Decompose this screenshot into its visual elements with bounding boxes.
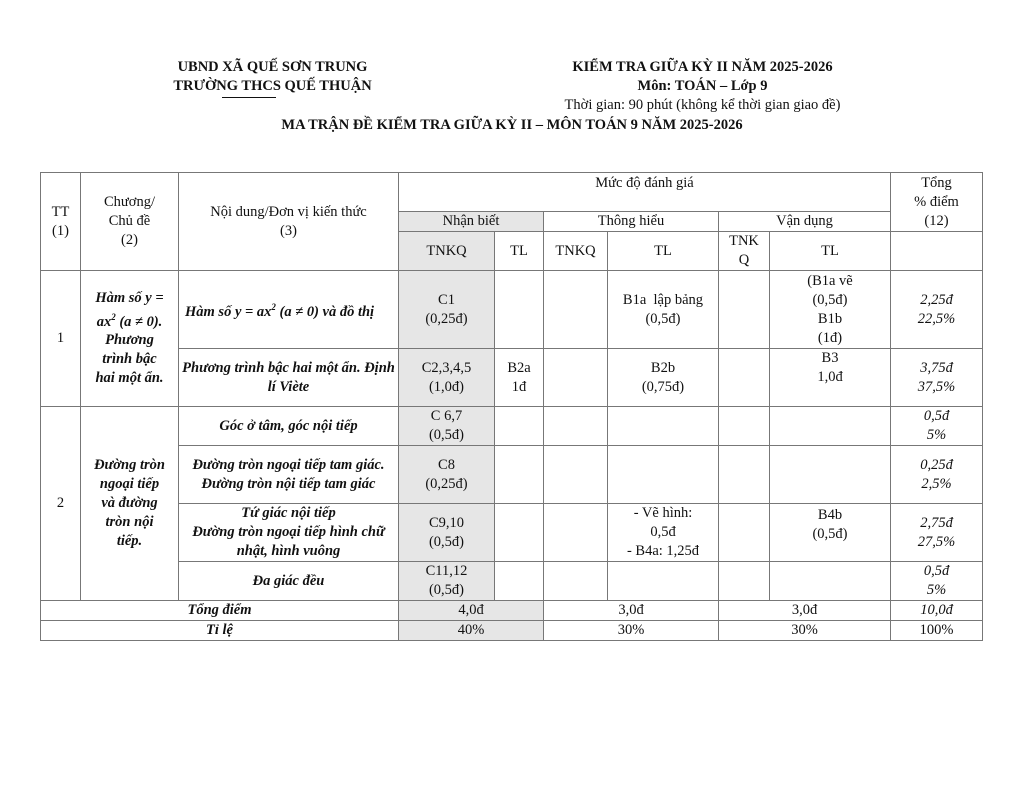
vd-tnkq-cell (719, 504, 770, 562)
total-cell (891, 271, 983, 349)
total-cell (891, 562, 983, 601)
total-understand: 3,0đ (544, 601, 719, 621)
exam-matrix-table (40, 172, 983, 641)
cell-line: C8 (438, 456, 455, 473)
chapter1-p6: hai một ẩn. (95, 370, 164, 387)
total-recognize: 4,0đ (399, 601, 544, 621)
chapter2-l5: tiếp. (116, 533, 143, 549)
exam-header (525, 58, 880, 115)
cell-line: Đường tròn ngoại tiếp hình chữ nhật, hình vuông (192, 524, 385, 559)
th-tnkq-cell (544, 504, 608, 562)
vd-tnkq-header-l2: Q (738, 252, 750, 268)
exam-title: KIỂM TRA GIỮA KỲ II NĂM 2025-2026 (572, 59, 833, 75)
level-header: Mức độ đánh giá (399, 173, 891, 212)
th-tnkq-cell (544, 349, 608, 407)
total-percent: 5% (926, 427, 947, 443)
table-row (41, 271, 983, 349)
ratio-recognize: 40% (399, 621, 544, 641)
cell-line: C9,10 (428, 514, 465, 531)
header-row-1 (41, 173, 983, 212)
cell-line: 1đ (511, 378, 527, 395)
nb-tnkq-cell (399, 504, 495, 562)
total-cell (891, 407, 983, 446)
cell-line: B3 (821, 350, 839, 366)
cell-line: (0,5đ) (812, 291, 848, 308)
nb-tnkq-cell (399, 271, 495, 349)
content-cell: Phương trình bậc hai một ẩn. Định lí Viète (179, 349, 399, 407)
chapter1-sup: 2 (111, 311, 116, 322)
content-1-p1: Hàm số y = ax (185, 303, 272, 320)
nb-tnkq-header: TNKQ (399, 232, 495, 271)
cell-line: (0,5đ) (428, 533, 465, 550)
cell-line: (0,25đ) (425, 310, 468, 327)
total-percent: 2,5% (921, 475, 952, 492)
th-tl-cell (608, 562, 719, 601)
understand-header: Thông hiểu (544, 212, 719, 232)
content-header-l2: (3) (280, 222, 297, 239)
cell-line: 0,5đ (650, 524, 676, 540)
cell-line: B2a (507, 359, 531, 376)
content-1-p2: (a ≠ 0) và đồ thị (275, 303, 375, 320)
ratio-total: 100% (891, 621, 983, 641)
table-row (41, 446, 983, 504)
total-header-l1: Tổng (921, 174, 952, 191)
total-score: 2,75đ (920, 514, 953, 531)
exam-subject: Môn: TOÁN – Lớp 9 (637, 78, 768, 94)
tt-header (41, 173, 81, 271)
total-score: 0,5đ (923, 563, 950, 579)
vd-tl-cell (770, 271, 891, 349)
vd-tnkq-header-l1: TNK (729, 233, 759, 249)
recognize-header: Nhận biết (399, 212, 544, 232)
cell-line: C 6,7 (430, 408, 463, 424)
group-2-chapter (81, 407, 179, 601)
total-cell (891, 349, 983, 407)
cell-line: (0,5đ) (428, 582, 465, 598)
vd-tl-cell (770, 504, 891, 562)
table-row (41, 562, 983, 601)
total-cell (891, 446, 983, 504)
th-tl-cell (608, 407, 719, 446)
total-percent: 5% (926, 582, 947, 598)
vd-tl-header: TL (770, 232, 891, 271)
cell-line: (0,5đ) (428, 427, 465, 443)
nb-tl-cell (495, 446, 544, 504)
ratio-apply: 30% (719, 621, 891, 641)
th-tl-cell (608, 446, 719, 504)
group-1-tt: 1 (41, 271, 81, 407)
total-header-l2: % điểm (914, 193, 959, 210)
vd-tnkq-cell (719, 349, 770, 407)
content-cell (179, 504, 399, 562)
cell-line: C2,3,4,5 (421, 359, 472, 376)
vd-tnkq-cell (719, 271, 770, 349)
content-cell: Góc ở tâm, góc nội tiếp (179, 407, 399, 446)
th-tl-cell (608, 504, 719, 562)
page-title: MA TRẬN ĐỀ KIỂM TRA GIỮA KỲ II – MÔN TOÁN 9 NĂM 2025-2026 (281, 117, 743, 133)
nb-tnkq-cell (399, 562, 495, 601)
cell-line: (0,75đ) (641, 378, 685, 395)
cell-line: B4b (817, 507, 843, 523)
nb-tl-cell (495, 407, 544, 446)
total-percent: 37,5% (917, 378, 956, 395)
chapter1-p3: (a ≠ 0). (115, 313, 163, 330)
th-tl-cell (608, 271, 719, 349)
content-1-sup: 2 (271, 301, 276, 312)
vd-tl-cell (770, 562, 891, 601)
grand-total: 10,0đ (891, 601, 983, 621)
chapter1-p1: Hàm số y = (95, 289, 164, 306)
school-header (130, 58, 415, 96)
total-score: 0,5đ (923, 408, 950, 424)
vd-tnkq-header (719, 232, 770, 271)
th-tl-header: TL (608, 232, 719, 271)
group-2-tt: 2 (41, 407, 81, 601)
vd-tnkq-cell (719, 407, 770, 446)
chapter1-p4: Phương (105, 332, 154, 349)
chapter-header-l3: (2) (121, 232, 138, 248)
total-score-row (41, 601, 983, 621)
total-header (891, 173, 983, 232)
cell-line: B1b (817, 310, 843, 327)
chapter2-l4: tròn nội (105, 514, 154, 530)
table-row (41, 407, 983, 446)
vd-tl-cell (770, 446, 891, 504)
content-cell: Đa giác đều (179, 562, 399, 601)
content-cell: Đường tròn ngoại tiếp tam giác. Đường tròn nội tiếp tam giác (179, 446, 399, 504)
apply-header: Vận dụng (719, 212, 891, 232)
th-tnkq-cell (544, 407, 608, 446)
chapter2-l2: ngoại tiếp (99, 476, 160, 492)
cell-line: B1a lập bảng (622, 291, 704, 308)
table-row (41, 349, 983, 407)
ratio-understand: 30% (544, 621, 719, 641)
content-header (179, 173, 399, 271)
total-score: 2,25đ (920, 291, 953, 308)
exam-duration: Thời gian: 90 phút (không kể thời gian giao đề) (564, 97, 841, 113)
cell-line: Tứ giác nội tiếp (241, 505, 336, 521)
content-header-l1: Nội dung/Đơn vị kiến thức (210, 203, 367, 220)
nb-tl-header: TL (495, 232, 544, 271)
total-apply: 3,0đ (719, 601, 891, 621)
cell-line: (0,25đ) (425, 475, 468, 492)
total-percent: 22,5% (917, 310, 956, 327)
total-score-label: Tổng điểm (41, 601, 399, 621)
nb-tnkq-cell (399, 407, 495, 446)
total-cell (891, 504, 983, 562)
total-percent: 27,5% (917, 533, 956, 550)
cell-line: - Vẽ hình: (633, 505, 693, 521)
total-header-l3: (12) (924, 212, 949, 229)
nb-tnkq-cell (399, 446, 495, 504)
th-tnkq-cell (544, 446, 608, 504)
content-cell (179, 271, 399, 349)
cell-line: (1,0đ) (428, 378, 465, 395)
vd-tnkq-cell (719, 562, 770, 601)
nb-tl-cell (495, 562, 544, 601)
commune-name: UBND XÃ QUẾ SƠN TRUNG (177, 59, 368, 75)
cell-line: C11,12 (425, 563, 468, 579)
th-tl-cell (608, 349, 719, 407)
nb-tl-cell (495, 271, 544, 349)
cell-line: (1đ) (817, 329, 843, 346)
chapter-header-l1: Chương/ (104, 194, 155, 210)
cell-line: B2b (650, 359, 676, 376)
chapter1-p5: trình bậc (102, 351, 157, 368)
school-name: TRƯỜNG THCS QUẾ THUẬN (173, 78, 372, 94)
chapter-header-l2: Chủ đề (108, 213, 151, 229)
table-row (41, 504, 983, 562)
cell-line: (B1a vẽ (807, 272, 853, 289)
th-tnkq-header: TNKQ (544, 232, 608, 271)
nb-tl-cell (495, 349, 544, 407)
chapter2-l1: Đường tròn (94, 457, 165, 473)
ratio-label: Tỉ lệ (41, 621, 399, 641)
total-score: 0,25đ (920, 456, 953, 473)
chapter-header (81, 173, 179, 271)
cell-line: 1,0đ (817, 369, 843, 385)
chapter2-l3: và đường (101, 495, 158, 511)
tt-header-label: TT (51, 203, 70, 220)
nb-tl-cell (495, 504, 544, 562)
chapter1-p2: ax (96, 313, 112, 330)
total-score: 3,75đ (920, 359, 953, 376)
nb-tnkq-cell (399, 349, 495, 407)
cell-line: (0,5đ) (645, 310, 681, 327)
total-header-blank (891, 232, 983, 271)
tt-header-num: (1) (52, 222, 69, 239)
vd-tl-cell (770, 349, 891, 407)
group-1-chapter (81, 271, 179, 407)
th-tnkq-cell (544, 271, 608, 349)
th-tnkq-cell (544, 562, 608, 601)
cell-line: (0,5đ) (812, 526, 848, 542)
cell-line: - B4a: 1,25đ (626, 543, 700, 559)
vd-tnkq-cell (719, 446, 770, 504)
header-underline (222, 97, 276, 98)
vd-tl-cell (770, 407, 891, 446)
cell-line: C1 (438, 291, 455, 308)
ratio-row (41, 621, 983, 641)
